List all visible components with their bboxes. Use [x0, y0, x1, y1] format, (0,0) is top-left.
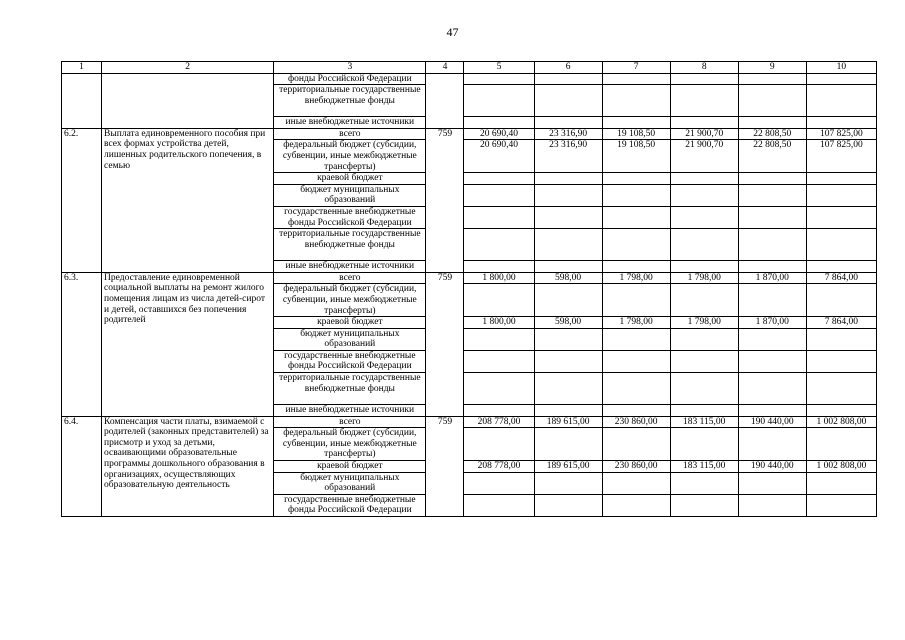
value-cell	[738, 472, 806, 494]
value-cell	[738, 284, 806, 317]
funding-source-cell: федеральный бюджет (субсидии, субвенции, иные межбюджетные трансферты)	[274, 140, 426, 173]
value-cell	[806, 261, 876, 273]
value-cell: 230 860,00	[602, 461, 670, 473]
value-cell	[534, 85, 602, 117]
code-cell: 759	[426, 128, 464, 272]
value-cell	[738, 184, 806, 206]
header-row	[62, 62, 877, 74]
value-cell: 7 864,00	[806, 272, 876, 284]
value-cell	[806, 229, 876, 261]
value-cell: 1 870,00	[738, 317, 806, 329]
page-number: 47	[446, 25, 459, 39]
value-cell	[464, 373, 534, 405]
funding-source-cell: фонды Российской Федерации	[274, 73, 426, 85]
value-cell	[738, 85, 806, 117]
value-cell: 1 798,00	[602, 317, 670, 329]
funding-source-cell: государственные внебюджетные фонды Российской Федерации	[274, 350, 426, 372]
value-cell	[602, 173, 670, 185]
value-cell: 230 860,00	[602, 416, 670, 428]
value-cell	[806, 206, 876, 228]
value-cell: 107 825,00	[806, 140, 876, 173]
header-cell: 4	[426, 62, 464, 74]
value-cell	[806, 184, 876, 206]
value-cell	[602, 328, 670, 350]
value-cell	[738, 373, 806, 405]
funding-source-cell: всего	[274, 416, 426, 428]
funding-source-cell: федеральный бюджет (субсидии, субвенции, иные межбюджетные трансферты)	[274, 284, 426, 317]
funding-source-cell: всего	[274, 128, 426, 140]
value-cell: 598,00	[534, 272, 602, 284]
funding-source-cell: бюджет муниципальных образований	[274, 184, 426, 206]
value-cell: 1 002 808,00	[806, 461, 876, 473]
value-cell	[464, 85, 534, 117]
value-cell	[670, 261, 738, 273]
value-cell	[602, 284, 670, 317]
value-cell	[670, 117, 738, 129]
value-cell: 1 798,00	[670, 272, 738, 284]
value-cell	[464, 117, 534, 129]
header-cell: 1	[62, 62, 102, 74]
value-cell	[534, 350, 602, 372]
value-cell	[602, 472, 670, 494]
value-cell	[602, 494, 670, 516]
value-cell	[806, 405, 876, 417]
value-cell	[670, 85, 738, 117]
value-cell: 189 615,00	[534, 461, 602, 473]
value-cell: 1 800,00	[464, 317, 534, 329]
value-cell	[602, 184, 670, 206]
value-cell	[534, 405, 602, 417]
item-number-cell	[62, 73, 102, 128]
value-cell	[806, 350, 876, 372]
value-cell	[464, 428, 534, 461]
value-cell	[738, 206, 806, 228]
value-cell	[602, 117, 670, 129]
value-cell	[464, 328, 534, 350]
funding-source-cell: краевой бюджет	[274, 173, 426, 185]
value-cell	[670, 229, 738, 261]
item-number-cell: 6.2.	[62, 128, 102, 272]
value-cell: 208 778,00	[464, 416, 534, 428]
value-cell	[738, 328, 806, 350]
header-cell: 8	[670, 62, 738, 74]
value-cell	[806, 85, 876, 117]
value-cell	[670, 494, 738, 516]
funding-source-cell: иные внебюджетные источники	[274, 261, 426, 273]
value-cell	[602, 373, 670, 405]
code-cell: 759	[426, 416, 464, 516]
value-cell: 23 316,90	[534, 128, 602, 140]
value-cell	[670, 373, 738, 405]
funding-source-cell: краевой бюджет	[274, 317, 426, 329]
value-cell	[602, 350, 670, 372]
value-cell	[464, 206, 534, 228]
value-cell: 20 690,40	[464, 128, 534, 140]
value-cell	[738, 173, 806, 185]
value-cell: 107 825,00	[806, 128, 876, 140]
value-cell	[534, 73, 602, 85]
value-cell	[738, 428, 806, 461]
value-cell	[534, 173, 602, 185]
table-row	[62, 272, 877, 284]
value-cell: 190 440,00	[738, 416, 806, 428]
value-cell	[806, 117, 876, 129]
value-cell	[464, 173, 534, 185]
value-cell	[670, 284, 738, 317]
value-cell: 1 002 808,00	[806, 416, 876, 428]
value-cell	[670, 206, 738, 228]
value-cell	[602, 229, 670, 261]
funding-source-cell: территориальные государственные внебюджетные фонды	[274, 229, 426, 261]
budget-table	[61, 61, 877, 517]
value-cell	[464, 350, 534, 372]
value-cell	[602, 85, 670, 117]
funding-source-cell: государственные внебюджетные фонды Российской Федерации	[274, 206, 426, 228]
value-cell	[806, 173, 876, 185]
value-cell: 22 808,50	[738, 128, 806, 140]
value-cell: 183 115,00	[670, 461, 738, 473]
code-cell	[426, 73, 464, 128]
value-cell	[806, 472, 876, 494]
value-cell	[806, 284, 876, 317]
funding-source-cell: федеральный бюджет (субсидии, субвенции, иные межбюджетные трансферты)	[274, 428, 426, 461]
item-name-cell	[102, 73, 274, 128]
header-cell: 7	[602, 62, 670, 74]
funding-source-cell: иные внебюджетные источники	[274, 117, 426, 129]
table-row	[62, 73, 877, 85]
value-cell	[602, 405, 670, 417]
value-cell	[534, 373, 602, 405]
value-cell	[738, 261, 806, 273]
funding-source-cell: территориальные государственные внебюджетные фонды	[274, 373, 426, 405]
value-cell	[670, 350, 738, 372]
header-cell: 10	[806, 62, 876, 74]
value-cell	[464, 472, 534, 494]
value-cell: 1 870,00	[738, 272, 806, 284]
value-cell: 19 108,50	[602, 140, 670, 173]
value-cell	[670, 73, 738, 85]
value-cell	[806, 494, 876, 516]
value-cell	[464, 405, 534, 417]
item-name-cell: Выплата единовременного пособия при всех формах устройства детей, лишенных родительского попечения, в семью	[102, 128, 274, 272]
funding-source-cell: территориальные государственные внебюджетные фонды	[274, 85, 426, 117]
item-number-cell: 6.4.	[62, 416, 102, 516]
value-cell	[670, 472, 738, 494]
value-cell	[670, 184, 738, 206]
value-cell	[602, 428, 670, 461]
value-cell	[806, 73, 876, 85]
value-cell	[534, 284, 602, 317]
value-cell	[806, 373, 876, 405]
item-name-cell: Предоставление единовременной социальной выплаты на ремонт жилого помещения лицам из числа детей-сирот и детей, оставшихся без попечения родителей	[102, 272, 274, 416]
value-cell	[738, 73, 806, 85]
value-cell	[534, 261, 602, 273]
header-cell: 6	[534, 62, 602, 74]
value-cell	[534, 184, 602, 206]
value-cell	[534, 229, 602, 261]
table-row	[62, 128, 877, 140]
funding-source-cell: государственные внебюджетные фонды Российской Федерации	[274, 494, 426, 516]
item-number-cell: 6.3.	[62, 272, 102, 416]
value-cell	[464, 494, 534, 516]
header-cell: 2	[102, 62, 274, 74]
value-cell	[534, 472, 602, 494]
value-cell	[670, 428, 738, 461]
value-cell	[738, 350, 806, 372]
funding-source-cell: бюджет муниципальных образований	[274, 472, 426, 494]
value-cell	[534, 206, 602, 228]
value-cell: 183 115,00	[670, 416, 738, 428]
value-cell: 22 808,50	[738, 140, 806, 173]
value-cell: 21 900,70	[670, 140, 738, 173]
value-cell: 20 690,40	[464, 140, 534, 173]
value-cell	[806, 328, 876, 350]
value-cell: 7 864,00	[806, 317, 876, 329]
funding-source-cell: всего	[274, 272, 426, 284]
value-cell	[738, 117, 806, 129]
funding-source-cell: бюджет муниципальных образований	[274, 328, 426, 350]
value-cell	[806, 428, 876, 461]
header-cell: 9	[738, 62, 806, 74]
value-cell	[464, 284, 534, 317]
value-cell	[670, 405, 738, 417]
value-cell	[738, 494, 806, 516]
value-cell	[464, 184, 534, 206]
value-cell: 19 108,50	[602, 128, 670, 140]
table-row	[62, 416, 877, 428]
value-cell: 21 900,70	[670, 128, 738, 140]
header-cell: 3	[274, 62, 426, 74]
value-cell: 189 615,00	[534, 416, 602, 428]
funding-source-cell: краевой бюджет	[274, 461, 426, 473]
value-cell: 1 798,00	[602, 272, 670, 284]
value-cell: 23 316,90	[534, 140, 602, 173]
code-cell: 759	[426, 272, 464, 416]
value-cell	[464, 73, 534, 85]
value-cell: 190 440,00	[738, 461, 806, 473]
value-cell	[602, 206, 670, 228]
value-cell	[738, 229, 806, 261]
value-cell	[670, 173, 738, 185]
value-cell	[534, 328, 602, 350]
value-cell	[534, 428, 602, 461]
value-cell: 598,00	[534, 317, 602, 329]
value-cell	[534, 494, 602, 516]
value-cell	[670, 328, 738, 350]
value-cell: 1 798,00	[670, 317, 738, 329]
value-cell: 208 778,00	[464, 461, 534, 473]
value-cell: 1 800,00	[464, 272, 534, 284]
value-cell	[602, 73, 670, 85]
value-cell	[738, 405, 806, 417]
value-cell	[602, 261, 670, 273]
header-cell: 5	[464, 62, 534, 74]
value-cell	[534, 117, 602, 129]
funding-source-cell: иные внебюджетные источники	[274, 405, 426, 417]
value-cell	[464, 261, 534, 273]
item-name-cell: Компенсация части платы, взимаемой с родителей (законных представителей) за присмотр и уход за детьми, осваивающими образовательные программы дошкольного образования в организациях, осуществляющих образовательную деятельность	[102, 416, 274, 516]
value-cell	[464, 229, 534, 261]
